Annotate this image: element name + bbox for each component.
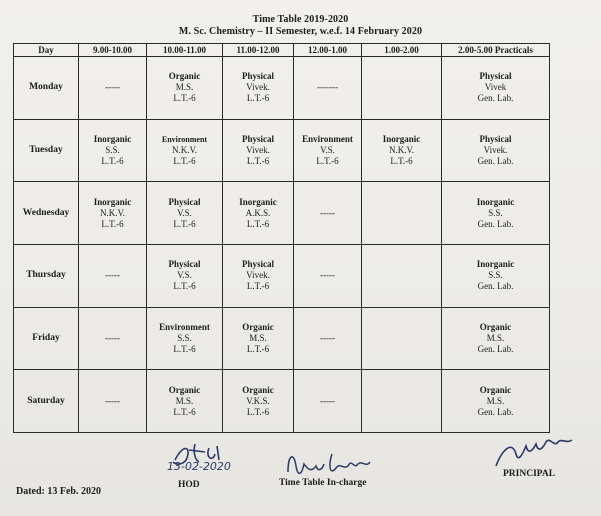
dated-note: Dated: 13 Feb. 2020 bbox=[16, 486, 101, 497]
slot-room: Gen. Lab. bbox=[477, 406, 514, 417]
slot-cell bbox=[442, 307, 550, 370]
slot-subject: Physical bbox=[168, 196, 201, 207]
timetable-body bbox=[14, 57, 550, 433]
slot-room: L.T.-6 bbox=[173, 155, 196, 166]
slot-teacher: N.K.V. bbox=[171, 144, 198, 155]
slot-cell bbox=[79, 57, 147, 120]
slot-subject: Environment bbox=[159, 321, 210, 332]
free-slot-dash: ----- bbox=[320, 332, 335, 343]
slot-subject: Organic bbox=[242, 384, 274, 395]
slot-teacher: V.S. bbox=[177, 270, 192, 281]
day-cell: Thursday bbox=[14, 244, 79, 307]
slot-subject: Organic bbox=[168, 384, 201, 395]
slot-room: L.T.-6 bbox=[101, 218, 124, 229]
day-cell: Wednesday bbox=[14, 182, 79, 245]
slot-teacher: M.S. bbox=[175, 395, 194, 406]
table-row bbox=[14, 244, 550, 307]
slot-subject: Inorganic bbox=[93, 196, 132, 207]
principal-signature-scribble bbox=[492, 432, 582, 472]
slot-teacher: S.S. bbox=[488, 270, 503, 281]
slot-cell bbox=[147, 244, 223, 307]
slot-subject: Environment bbox=[161, 134, 208, 144]
slot-cell bbox=[294, 244, 362, 307]
slot-teacher: V.S. bbox=[320, 144, 335, 155]
slot-teacher: S.S. bbox=[488, 207, 503, 218]
slot-teacher: M.S. bbox=[249, 332, 267, 343]
slot-room: L.T.-6 bbox=[173, 406, 196, 417]
slot-cell bbox=[223, 244, 294, 307]
slot-cell bbox=[362, 57, 442, 120]
slot-subject: Inorganic bbox=[476, 196, 515, 207]
slot-teacher: Vivek. bbox=[483, 144, 508, 155]
slot-teacher: Vivek. bbox=[246, 144, 270, 155]
slot-cell bbox=[294, 307, 362, 370]
slot-teacher: V.S. bbox=[177, 207, 192, 218]
slot-cell bbox=[223, 57, 294, 120]
header-row bbox=[14, 44, 550, 57]
slot-subject: Inorganic bbox=[93, 133, 132, 144]
column-header-slot: 1.00-2.00 bbox=[362, 44, 442, 57]
slot-cell bbox=[79, 307, 147, 370]
slot-subject: Physical bbox=[241, 71, 274, 82]
slot-teacher: Vivek. bbox=[246, 82, 270, 93]
slot-room: Gen. Lab. bbox=[477, 343, 514, 354]
slot-cell bbox=[147, 370, 223, 433]
slot-cell bbox=[79, 182, 147, 245]
slot-cell bbox=[223, 119, 294, 182]
slot-cell bbox=[79, 370, 147, 433]
slot-cell bbox=[223, 370, 294, 433]
slot-cell bbox=[362, 244, 442, 307]
day-cell: Tuesday bbox=[14, 119, 79, 182]
column-header-day: Day bbox=[14, 44, 79, 57]
slot-room: L.T.-6 bbox=[173, 281, 196, 292]
slot-room: L.T.-6 bbox=[173, 343, 196, 354]
slot-cell bbox=[294, 370, 362, 433]
principal-label: PRINCIPAL bbox=[503, 469, 556, 479]
slot-room: L.T.-6 bbox=[173, 93, 196, 104]
column-header-slot: 2.00-5.00 Practicals bbox=[442, 44, 550, 57]
slot-teacher: Vivek bbox=[484, 82, 507, 93]
slot-teacher: S.S. bbox=[177, 332, 192, 343]
column-header-slot: 9.00-10.00 bbox=[79, 44, 147, 57]
day-cell: Saturday bbox=[14, 370, 79, 433]
slot-teacher: M.S. bbox=[175, 82, 194, 93]
slot-teacher: N.K.V. bbox=[388, 144, 415, 155]
slot-subject: Physical bbox=[479, 71, 512, 82]
slot-subject: Environment bbox=[302, 133, 353, 144]
slot-cell bbox=[442, 244, 550, 307]
slot-cell bbox=[147, 182, 223, 245]
slot-teacher: A.K.S. bbox=[245, 207, 271, 218]
slot-cell bbox=[147, 119, 223, 182]
slot-room: Gen. Lab. bbox=[477, 218, 514, 229]
column-header-slot: 11.00-12.00 bbox=[223, 44, 294, 57]
hod-signature-date: 13-02-2020 bbox=[167, 460, 231, 473]
slot-subject: Inorganic bbox=[239, 196, 277, 207]
timetable-subtitle: M. Sc. Chemistry – II Semester, w.e.f. 14 February 2020 bbox=[178, 26, 423, 37]
column-header-slot: 12.00-1.00 bbox=[294, 44, 362, 57]
slot-subject: Physical bbox=[479, 133, 512, 144]
slot-subject: Physical bbox=[241, 259, 274, 270]
slot-teacher: Vivek. bbox=[246, 270, 270, 281]
slot-cell bbox=[294, 182, 362, 245]
incharge-signature-scribble bbox=[282, 448, 392, 482]
slot-room: Gen. Lab. bbox=[477, 155, 514, 166]
slot-subject: Organic bbox=[242, 321, 274, 332]
slot-teacher: V.K.S. bbox=[246, 395, 270, 406]
slot-cell bbox=[442, 370, 550, 433]
slot-cell bbox=[362, 370, 442, 433]
slot-cell bbox=[79, 244, 147, 307]
slot-subject: Physical bbox=[241, 133, 274, 144]
slot-teacher: M.S. bbox=[486, 332, 505, 343]
table-row bbox=[14, 119, 550, 182]
slot-room: L.T.-6 bbox=[246, 93, 270, 104]
slot-subject: Organic bbox=[479, 321, 512, 332]
column-header-slot: 10.00-11.00 bbox=[147, 44, 223, 57]
slot-room: L.T.-6 bbox=[246, 155, 270, 166]
slot-cell bbox=[362, 119, 442, 182]
slot-room: L.T.-6 bbox=[246, 281, 270, 292]
slot-cell bbox=[362, 182, 442, 245]
slot-room: L.T.-6 bbox=[246, 343, 270, 354]
table-row bbox=[14, 307, 550, 370]
table-row bbox=[14, 370, 550, 433]
timetable-grid bbox=[13, 43, 550, 433]
free-slot-dash: ----- bbox=[320, 395, 335, 406]
slot-teacher: S.S. bbox=[105, 144, 120, 155]
slot-teacher: N.K.V. bbox=[99, 207, 126, 218]
slot-teacher: M.S. bbox=[486, 395, 505, 406]
slot-room: L.T.-6 bbox=[316, 155, 339, 166]
table-row bbox=[14, 182, 550, 245]
table-row bbox=[14, 57, 550, 120]
hod-label: HOD bbox=[178, 480, 200, 490]
free-slot-dash: ------- bbox=[317, 82, 338, 93]
slot-room: L.T.-6 bbox=[246, 406, 270, 417]
slot-cell bbox=[294, 119, 362, 182]
slot-room: Gen. Lab. bbox=[477, 93, 514, 104]
slot-room: L.T.-6 bbox=[173, 218, 196, 229]
slot-room: Gen. Lab. bbox=[477, 281, 514, 292]
free-slot-dash: ----- bbox=[320, 270, 335, 281]
slot-cell bbox=[147, 57, 223, 120]
slot-cell bbox=[223, 307, 294, 370]
timetable-title: Time Table 2019-2020 bbox=[252, 14, 349, 25]
free-slot-dash: ----- bbox=[105, 270, 120, 281]
free-slot-dash: ----- bbox=[105, 82, 120, 93]
day-cell: Friday bbox=[14, 307, 79, 370]
free-slot-dash: ----- bbox=[320, 207, 335, 218]
slot-cell bbox=[442, 119, 550, 182]
slot-cell bbox=[442, 57, 550, 120]
slot-cell bbox=[442, 182, 550, 245]
incharge-label: Time Table In-charge bbox=[279, 478, 367, 488]
slot-room: L.T.-6 bbox=[101, 155, 124, 166]
slot-cell bbox=[362, 307, 442, 370]
free-slot-dash: ----- bbox=[105, 395, 120, 406]
slot-subject: Inorganic bbox=[382, 133, 421, 144]
free-slot-dash: ----- bbox=[105, 332, 120, 343]
slot-subject: Organic bbox=[479, 384, 512, 395]
slot-cell bbox=[294, 57, 362, 120]
principal-signature bbox=[492, 432, 582, 472]
slot-cell bbox=[79, 119, 147, 182]
incharge-signature bbox=[282, 448, 392, 482]
slot-cell bbox=[147, 307, 223, 370]
slot-subject: Organic bbox=[168, 71, 201, 82]
slot-room: L.T.-6 bbox=[390, 155, 413, 166]
slot-subject: Physical bbox=[168, 259, 201, 270]
slot-subject: Inorganic bbox=[476, 259, 515, 270]
day-cell: Monday bbox=[14, 57, 79, 120]
slot-cell bbox=[223, 182, 294, 245]
slot-room: L.T.-6 bbox=[246, 218, 270, 229]
